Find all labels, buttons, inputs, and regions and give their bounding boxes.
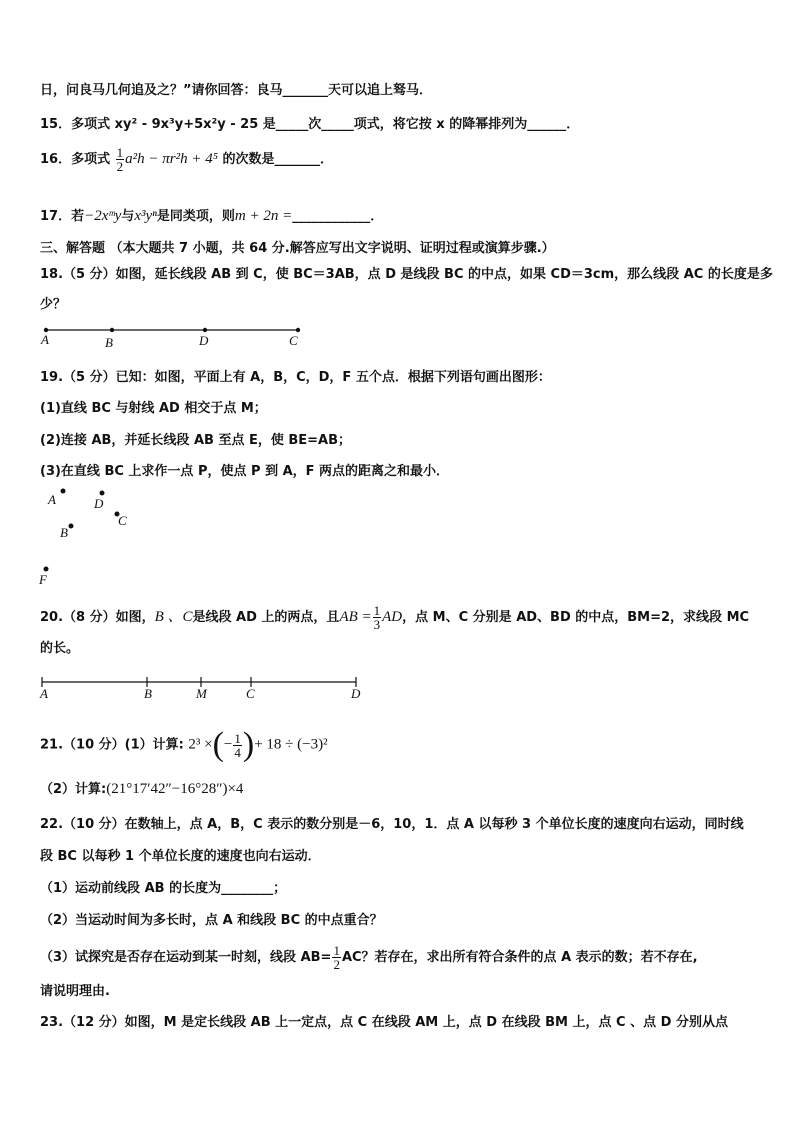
q21-2-prefix: （2）计算:	[40, 782, 107, 797]
fig20-label-d: D	[351, 686, 361, 701]
q16-suffix: 的次数是_______．	[222, 152, 333, 167]
frac-denominator: 2	[116, 159, 124, 174]
q17-expression: m + 2n =	[234, 208, 293, 224]
question-19: 19.（5 分）已知：如图，平面上有 A，B，C，D，F 五个点．根据下列语句画出图形：	[40, 370, 551, 385]
frac-denominator: 4	[234, 744, 241, 760]
q20-fraction	[373, 604, 382, 631]
fig20-label-a: A	[40, 686, 48, 701]
q20-eq-lhs: AB =	[339, 609, 372, 625]
question-17	[40, 207, 383, 226]
frac-numerator: 1	[234, 730, 241, 746]
frac-numerator: 1	[373, 603, 381, 618]
fig19-label-f: F	[39, 572, 47, 587]
q21-2-expression: (21°17′42″−16°28″)×4	[106, 781, 244, 797]
question-22-part3	[40, 944, 698, 971]
q17-prefix: 17．若	[40, 209, 85, 224]
fig18-label-a: A	[41, 332, 49, 347]
text-line-intro: 日，问良马几何追及之？”请你回答：良马_______天可以追上驽马．	[40, 83, 433, 98]
frac-denominator: 3	[373, 617, 381, 632]
fig19-label-d: D	[94, 496, 104, 511]
q22-3-prefix: （3）试探究是否存在运动到某一时刻，线段 AB=	[40, 950, 332, 965]
q20-middle: 是线段 AD 上的两点，且	[192, 610, 340, 625]
q21-fraction	[233, 732, 242, 759]
question-22-part3-line2: 请说明理由.	[40, 984, 110, 999]
fig20-label-c: C	[246, 686, 255, 701]
question-22-line1: 22.（10 分）在数轴上，点 A，B，C 表示的数分别是－6，10，1．点 A 以每秒 3 个单位长度的速度向右运动，同时线	[40, 817, 744, 832]
fig20-label-m: M	[196, 686, 207, 701]
q21-term-b: + 18 ÷ (−3)²	[254, 736, 328, 753]
question-22-part2: （2）当运动时间为多长时，点 A 和线段 BC 的中点重合？	[40, 913, 383, 928]
question-22-line2: 段 BC 以每秒 1 个单位长度的速度也向右运动．	[40, 849, 321, 864]
fig19-label-b: B	[60, 525, 68, 540]
question-19-part2: (2)连接 AB，并延长线段 AB 至点 E，使 BE=AB；	[40, 433, 352, 448]
q16-prefix: 16．多项式	[40, 152, 111, 167]
question-21-part2	[40, 780, 243, 799]
q17-blank: ____________．	[292, 209, 384, 224]
q17-same-type: 是同类项，则	[156, 209, 235, 224]
frac-numerator: 1	[333, 943, 340, 958]
question-23: 23.（12 分）如图，M 是定长线段 AB 上一定点，点 C 在线段 AM 上，点 D 在线段 BM 上，点 C 、点 D 分别从点	[40, 1015, 728, 1030]
frac-numerator: 1	[116, 145, 124, 160]
question-16	[40, 146, 333, 173]
figure-19-points	[36, 484, 156, 594]
q20-prefix: 20.（8 分）如图，	[40, 610, 155, 625]
q16-fraction	[116, 146, 125, 173]
q21-prefix: 21.（10 分）(1）计算:	[40, 737, 184, 753]
q22-3-suffix: AC？若存在，求出所有符合条件的点 A 表示的数；若不存在,	[341, 950, 698, 965]
q21-paren-left: (	[212, 726, 224, 763]
question-19-part1: (1)直线 BC 与射线 AD 相交于点 M；	[40, 401, 267, 416]
question-22-part1: （1）运动前线段 AB 的长度为________；	[40, 881, 287, 896]
figure-18-segment	[40, 322, 310, 352]
question-19-part3: (3)在直线 BC 上求作一点 P，使点 P 到 A，F 两点的距离之和最小．	[40, 464, 450, 479]
q16-expression: a²h − πr²h + 4⁵	[125, 151, 218, 167]
q21-paren-right: )	[242, 726, 255, 763]
question-20-line2: 的长。	[40, 641, 80, 656]
question-21-part1	[40, 728, 328, 762]
q21-minus: −	[223, 736, 233, 753]
question-18-line1: 18.（5 分）如图，延长线段 AB 到 C，使 BC＝3AB，点 D 是线段 BC 的中点，如果 CD＝3cm，那么线段 AC 的长度是多	[40, 267, 773, 282]
fig19-label-a: A	[48, 492, 56, 507]
fig18-label-d: D	[199, 333, 209, 348]
question-18-line2: 少？	[40, 297, 67, 312]
q17-and: 与	[121, 209, 135, 224]
q20-suffix: ，点 M、C 分别是 AD、BD 的中点，BM=2，求线段 MC	[402, 610, 750, 625]
q20-points: B 、C	[154, 609, 193, 625]
question-15: 15．多项式 xy² - 9x³y+5x²y - 25 是_____次_____项式，将它按 x 的降幂排列为______．	[40, 117, 580, 132]
q20-eq-rhs: AD	[382, 609, 403, 625]
q21-term-a: 2³ ×	[188, 736, 213, 753]
figure-20-segment	[40, 672, 370, 702]
section-3-heading: 三、解答题 （本大题共 7 小题，共 64 分.解答应写出文字说明、证明过程或演算步骤.）	[40, 241, 555, 256]
fig20-label-b: B	[144, 686, 152, 701]
q22-fraction	[332, 944, 341, 971]
frac-denominator: 2	[333, 957, 340, 972]
question-20-line1	[40, 604, 749, 631]
fig18-label-b: B	[105, 335, 113, 350]
q17-term2: x³yⁿ	[134, 208, 157, 224]
fig18-label-c: C	[289, 333, 298, 348]
fig19-label-c: C	[118, 513, 127, 528]
q17-term1: −2xᵐy	[84, 208, 122, 224]
